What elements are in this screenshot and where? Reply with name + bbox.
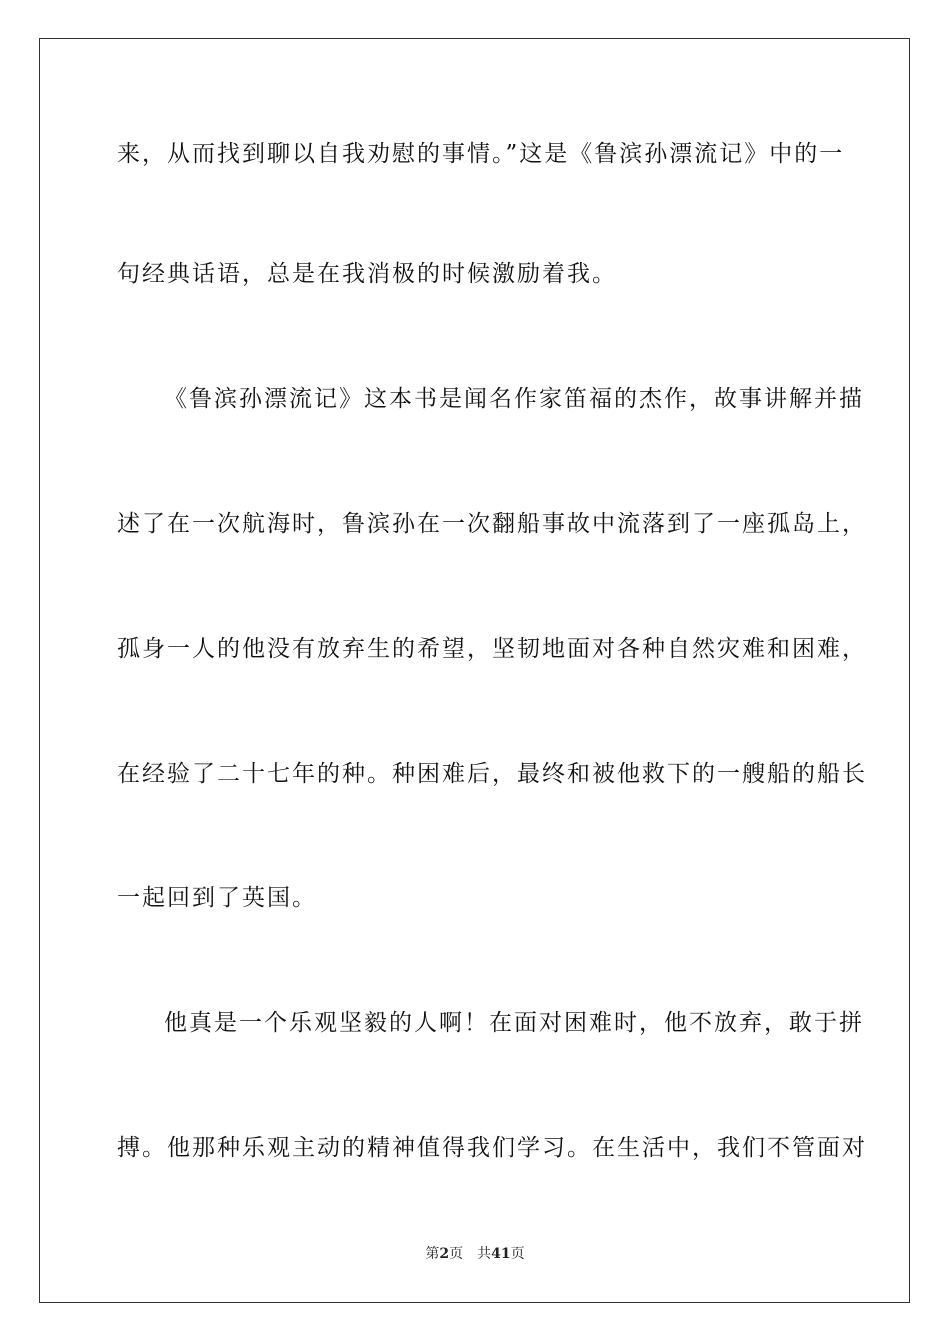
body-line-2: 句经典话语，总是在我消极的时候激励着我。: [117, 261, 617, 287]
footer-total-suffix: 页: [510, 1246, 525, 1262]
body-line-5: 孤身一人的他没有放弃生的希望，坚韧地面对各种自然灾难和困难，: [117, 636, 867, 662]
body-line-3: 《鲁滨孙漂流记》这本书是闻名作家笛福的杰作，故事讲解并描: [164, 386, 864, 412]
body-line-8: 他真是一个乐观坚毅的人啊！在面对困难时，他不放弃，敢于拼: [164, 1010, 864, 1036]
page-border: [39, 38, 910, 1303]
body-line-7: 一起回到了英国。: [117, 885, 317, 911]
footer-page-number: 2: [439, 1246, 450, 1262]
body-line-9: 搏。他那种乐观主动的精神值得我们学习。在生活中，我们不管面对: [117, 1135, 867, 1161]
footer-total-prefix: 共: [477, 1246, 492, 1262]
body-line-4: 述了在一次航海时，鲁滨孙在一次翻船事故中流落到了一座孤岛上，: [117, 511, 867, 537]
page-footer: [0, 1245, 950, 1263]
body-line-6: 在经验了二十七年的种。种困难后，最终和被他救下的一艘船的船长: [117, 761, 867, 787]
footer-page-prefix: 第: [425, 1246, 440, 1262]
footer-total-number: 41: [491, 1246, 511, 1262]
footer-page-suffix: 页: [449, 1246, 464, 1262]
body-line-1: 来，从而找到聊以自我劝慰的事情。”这是《鲁滨孙漂流记》中的一: [117, 141, 845, 167]
